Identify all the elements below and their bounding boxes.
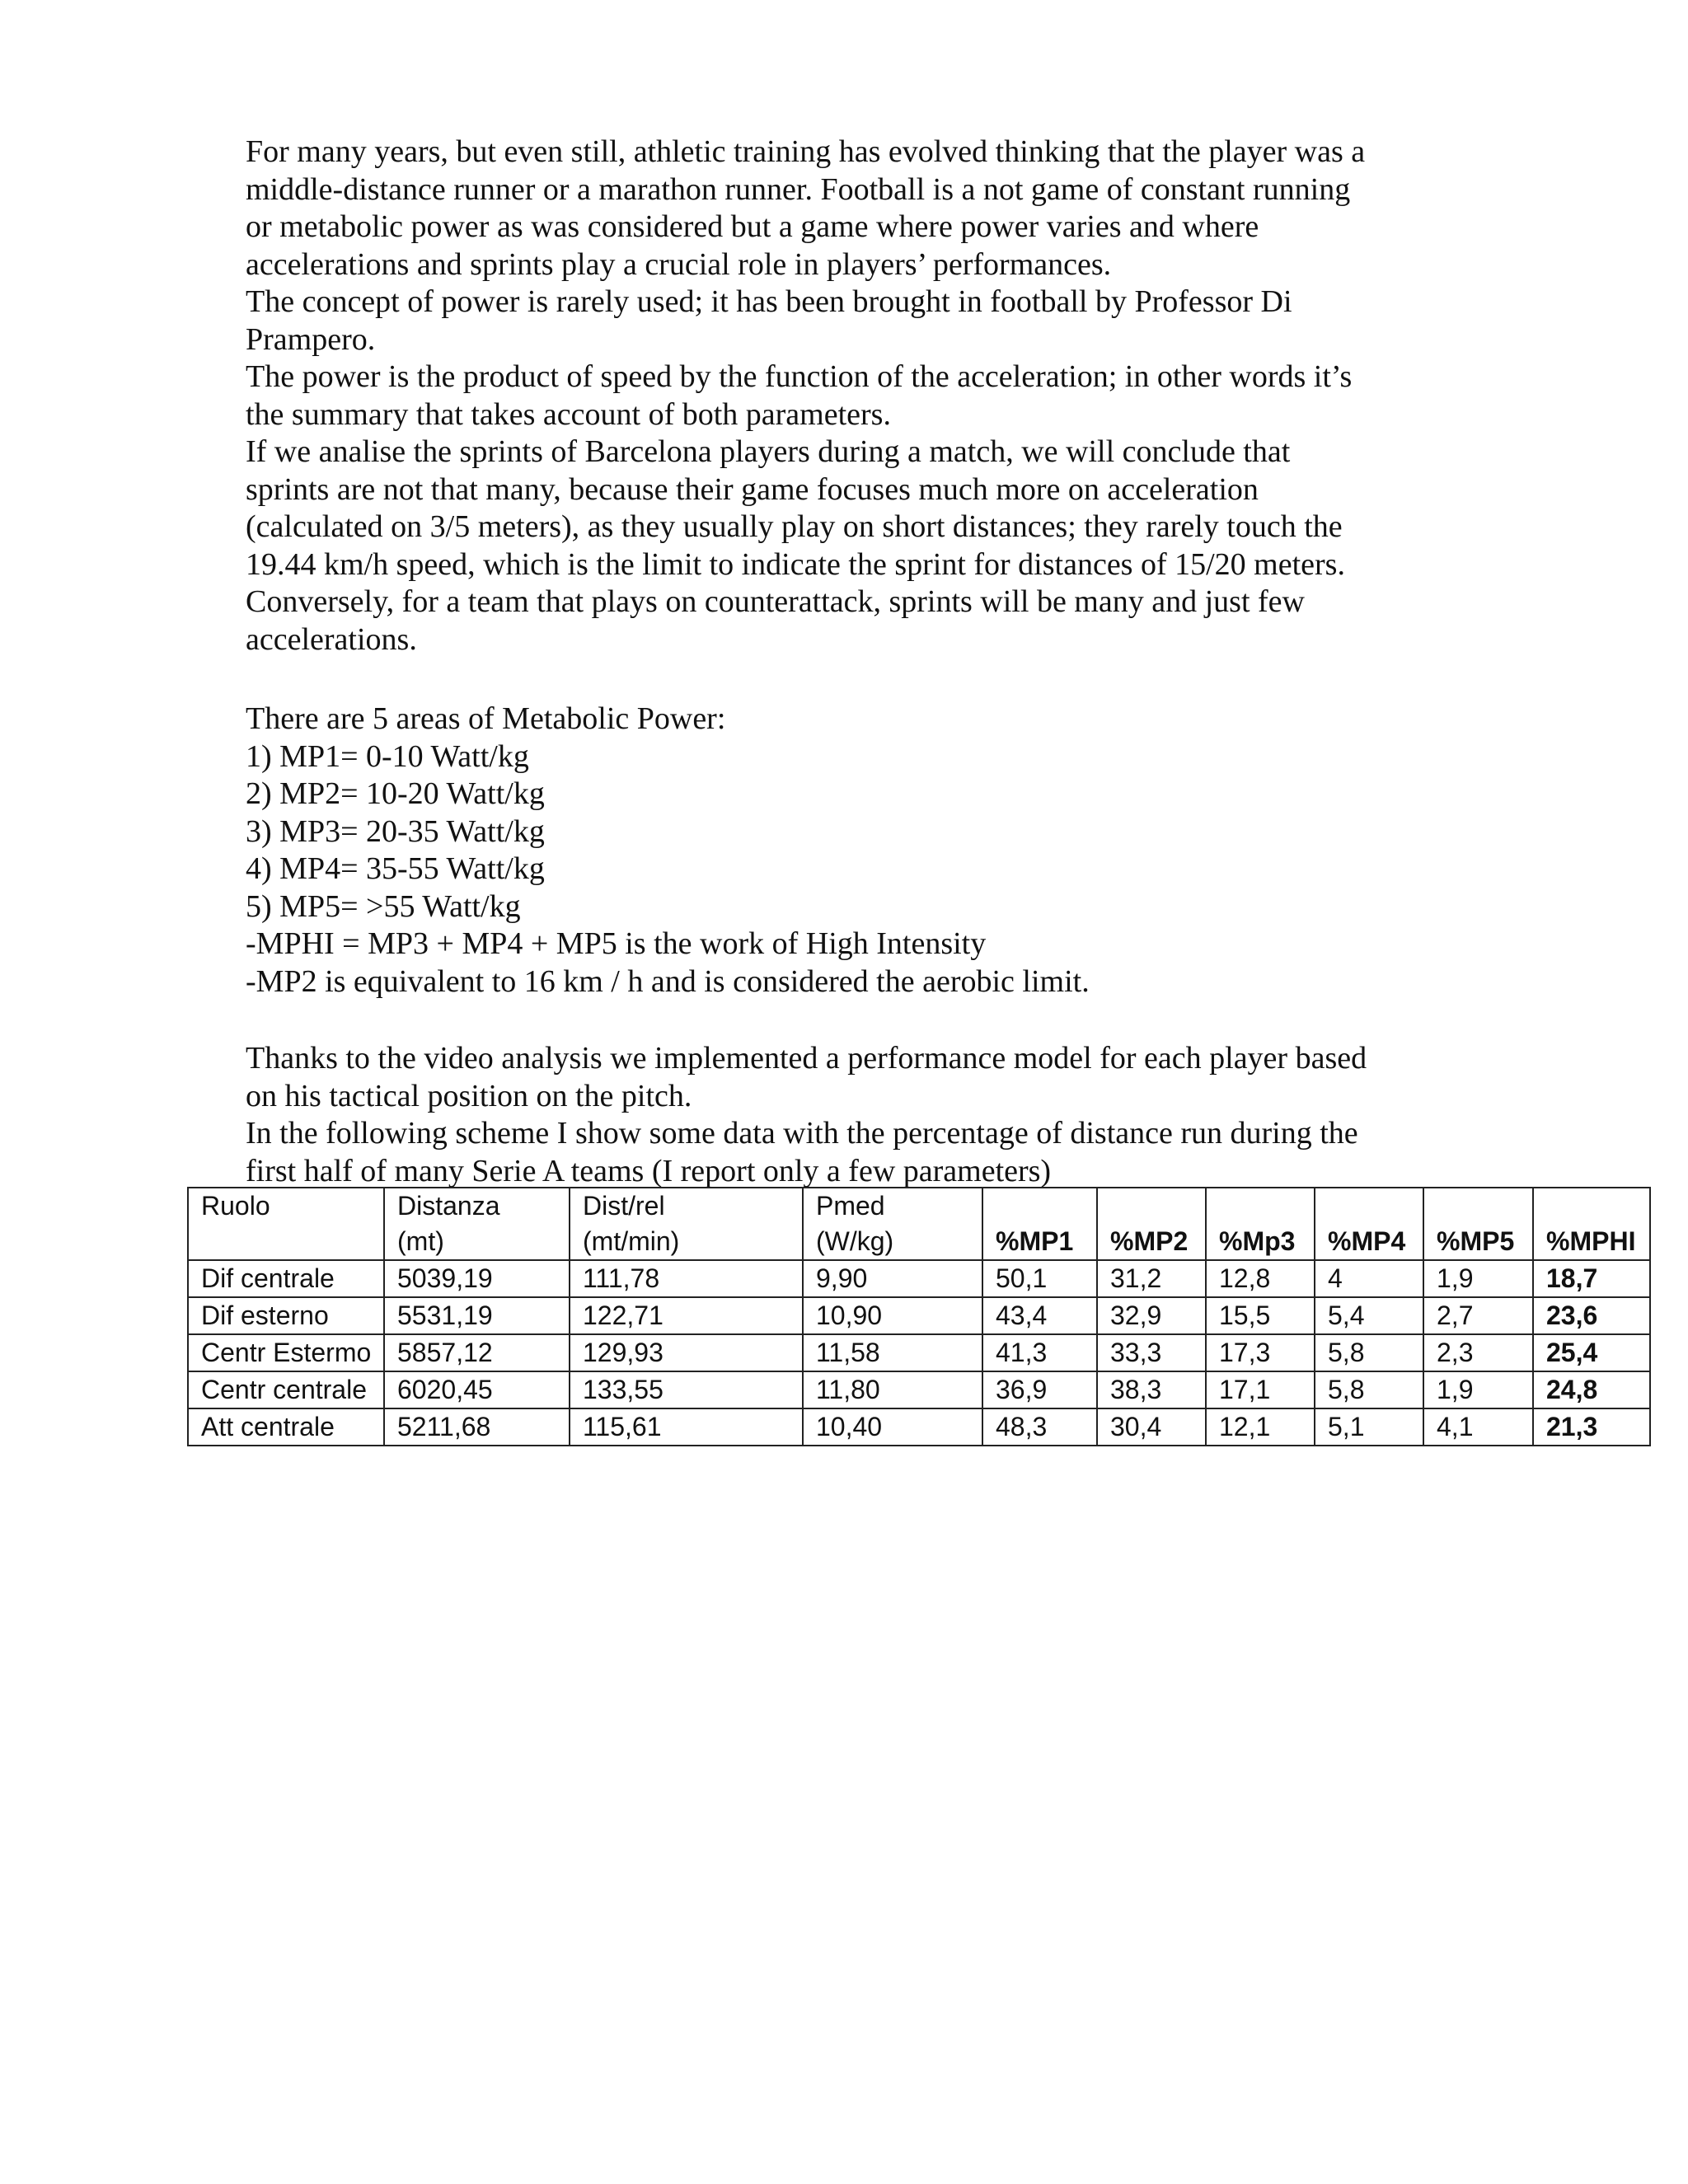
table-cell: 5211,68 [384,1408,570,1446]
header-cell [982,1188,1097,1260]
table-cell: 38,3 [1097,1371,1206,1408]
header-cell [570,1188,803,1260]
video-analysis-section [246,1040,1449,1190]
header-label: %MP2 [1110,1226,1189,1256]
header-label: Ruolo [201,1191,270,1221]
area-item: 5) MP5= >55 Watt/kg [246,888,521,924]
header-label: %MPHI [1546,1226,1636,1256]
intro-section [246,134,1449,658]
table-cell: 36,9 [982,1371,1097,1408]
header-sublabel: (mt) [397,1226,444,1256]
table-cell: 115,61 [570,1408,803,1446]
table-cell: 11,58 [803,1334,982,1371]
table-row [188,1371,1650,1408]
mphi-cell: 18,7 [1533,1260,1650,1297]
header-label: Distanza [397,1191,500,1221]
table-row [188,1408,1650,1446]
area-note: -MPHI = MP3 + MP4 + MP5 is the work of High Intensity [246,926,987,961]
mphi-cell: 24,8 [1533,1371,1650,1408]
table-cell: 48,3 [982,1408,1097,1446]
intro-line: (calculated on 3/5 meters), as they usually play on short distances; they rarely touch the [246,509,1343,544]
table-cell: 17,1 [1206,1371,1315,1408]
header-cell [1533,1188,1650,1260]
table-cell: 6020,45 [384,1371,570,1408]
header-label: %MP5 [1437,1226,1515,1256]
header-label: Dist/rel [583,1191,665,1221]
video-line: on his tactical position on the pitch. [246,1078,692,1113]
intro-line: accelerations and sprints play a crucial role in players’ performances. [246,246,1112,282]
intro-line: 19.44 km/h speed, which is the limit to indicate the sprint for distances of 15/20 meters. [246,546,1345,582]
table-cell: 1,9 [1423,1371,1533,1408]
area-item: 3) MP3= 20-35 Watt/kg [246,813,545,849]
header-label: %Mp3 [1219,1226,1296,1256]
intro-line: The power is the product of speed by the function of the acceleration; in other words it’s [246,359,1353,394]
intro-line: or metabolic power as was considered but a game where power varies and where [246,209,1259,244]
header-sublabel [201,1224,383,1259]
table-cell: 4 [1315,1260,1423,1297]
table-header-row [188,1188,1650,1260]
table-cell: 5,1 [1315,1408,1423,1446]
header-cell [188,1188,384,1260]
table-cell: 30,4 [1097,1408,1206,1446]
table-cell: 133,55 [570,1371,803,1408]
header-cell [1097,1188,1206,1260]
header-cell [384,1188,570,1260]
intro-line: sprints are not that many, because their game focuses much more on acceleration [246,471,1259,507]
area-item: 1) MP1= 0-10 Watt/kg [246,738,529,774]
area-item: 4) MP4= 35-55 Watt/kg [246,851,545,886]
table-cell: 31,2 [1097,1260,1206,1297]
header-cell [803,1188,982,1260]
header-sublabel: (W/kg) [816,1226,894,1256]
role-cell: Centr centrale [188,1371,384,1408]
table-cell: 10,90 [803,1297,982,1334]
table-cell: 5531,19 [384,1297,570,1334]
intro-line: Conversely, for a team that plays on counterattack, sprints will be many and just few [246,584,1305,619]
table-cell: 111,78 [570,1260,803,1297]
table-cell: 43,4 [982,1297,1097,1334]
table-cell: 9,90 [803,1260,982,1297]
table-cell: 50,1 [982,1260,1097,1297]
areas-heading: There are 5 areas of Metabolic Power: [246,701,726,736]
table-cell: 12,8 [1206,1260,1315,1297]
header-cell [1423,1188,1533,1260]
area-item: 2) MP2= 10-20 Watt/kg [246,776,545,811]
mphi-cell: 25,4 [1533,1334,1650,1371]
intro-line: middle-distance runner or a marathon runner. Football is a not game of constant running [246,171,1351,207]
role-cell: Att centrale [188,1408,384,1446]
area-note: -MP2 is equivalent to 16 km / h and is considered the aerobic limit. [246,963,1090,999]
intro-line: The concept of power is rarely used; it has been brought in football by Professor Di [246,284,1292,319]
table-row [188,1297,1650,1334]
performance-table [187,1187,1651,1446]
header-cell [1206,1188,1315,1260]
table-cell: 5,8 [1315,1371,1423,1408]
role-cell: Dif centrale [188,1260,384,1297]
metabolic-areas-section [246,701,1449,1001]
intro-line: Prampero. [246,321,376,357]
role-cell: Centr Estermo [188,1334,384,1371]
table-cell: 5857,12 [384,1334,570,1371]
header-label: Pmed [816,1191,885,1221]
video-line: Thanks to the video analysis we implemented a performance model for each player based [246,1041,1367,1076]
table-cell: 2,3 [1423,1334,1533,1371]
table-cell: 5,8 [1315,1334,1423,1371]
mphi-cell: 23,6 [1533,1297,1650,1334]
table-cell: 4,1 [1423,1408,1533,1446]
table-cell: 5039,19 [384,1260,570,1297]
table-cell: 122,71 [570,1297,803,1334]
table-cell: 32,9 [1097,1297,1206,1334]
table-cell: 33,3 [1097,1334,1206,1371]
table-cell: 15,5 [1206,1297,1315,1334]
mphi-cell: 21,3 [1533,1408,1650,1446]
header-sublabel: (mt/min) [583,1226,680,1256]
table-row [188,1334,1650,1371]
table-cell: 41,3 [982,1334,1097,1371]
table-cell: 2,7 [1423,1297,1533,1334]
table-cell: 11,80 [803,1371,982,1408]
table-cell: 5,4 [1315,1297,1423,1334]
table-cell: 129,93 [570,1334,803,1371]
header-label: %MP4 [1328,1226,1406,1256]
header-label: %MP1 [996,1226,1074,1256]
table-cell: 17,3 [1206,1334,1315,1371]
table-row [188,1260,1650,1297]
intro-line: For many years, but even still, athletic training has evolved thinking that the player was a [246,134,1366,169]
video-line: first half of many Serie A teams (I report only a few parameters) [246,1153,1052,1188]
table-cell: 1,9 [1423,1260,1533,1297]
intro-line: the summary that takes account of both parameters. [246,396,891,432]
role-cell: Dif esterno [188,1297,384,1334]
intro-line: If we analise the sprints of Barcelona players during a match, we will conclude that [246,434,1291,469]
video-line: In the following scheme I show some data with the percentage of distance run during the [246,1116,1358,1151]
intro-line: accelerations. [246,621,417,657]
table-cell: 12,1 [1206,1408,1315,1446]
table-cell: 10,40 [803,1408,982,1446]
header-cell [1315,1188,1423,1260]
